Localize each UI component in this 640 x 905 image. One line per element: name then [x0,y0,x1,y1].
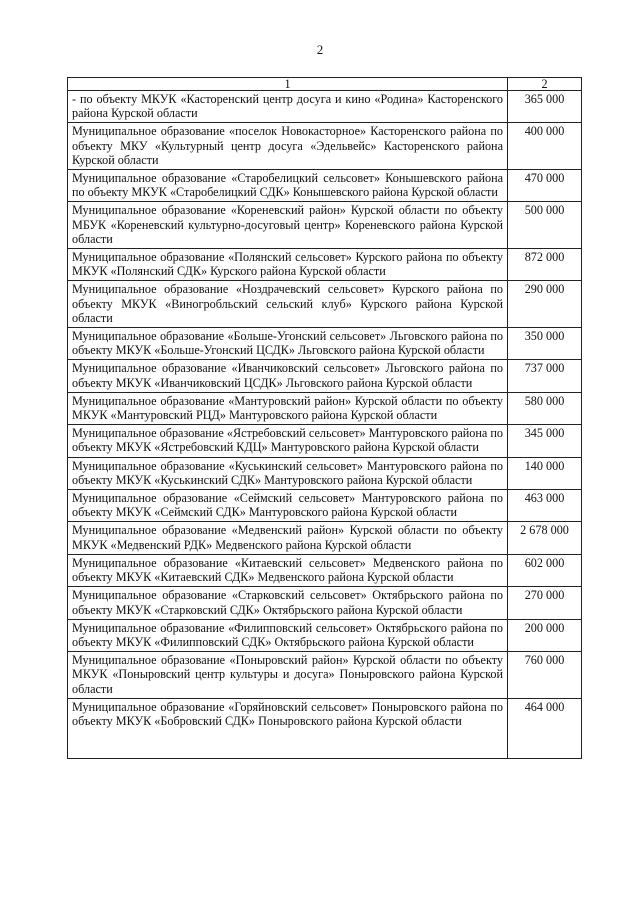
row-description: Муниципальное образование «Куськинский сельсовет» Мантуровского района по объекту МКУК «Куськинский СДК» Мантуровского района Курской области [68,457,508,489]
table-row [68,392,582,424]
table-row [68,554,582,586]
table-row [68,490,582,522]
row-amount: 350 000 [508,328,582,360]
table-row [68,698,582,758]
row-description: Муниципальное образование «Больше-Угонский сельсовет» Льговского района по объекту МКУК «Больше-Угонский ЦСДК» Льговского района Курской области [68,328,508,360]
row-description: Муниципальное образование «Китаевский сельсовет» Медвенского района по объекту МКУК «Китаевский СДК» Медвенского района Курской области [68,554,508,586]
row-description: Муниципальное образование «Медвенский район» Курской области по объекту МКУК «Медвенский РДК» Медвенского района Курской области [68,522,508,554]
row-amount: 365 000 [508,91,582,123]
row-amount: 400 000 [508,123,582,170]
row-amount: 200 000 [508,619,582,651]
row-description: Муниципальное образование «Кореневский район» Курской области по объекту МБУК «Кореневский культурно-досуговый центр» Кореневского района Курской области [68,202,508,249]
row-amount: 470 000 [508,170,582,202]
row-amount: 760 000 [508,652,582,699]
row-amount: 463 000 [508,490,582,522]
row-amount: 737 000 [508,360,582,392]
table-body [68,91,582,759]
table-header-row [68,78,582,91]
row-amount: 500 000 [508,202,582,249]
row-amount: 464 000 [508,698,582,758]
row-description: Муниципальное образование «Филипповский сельсовет» Октябрьского района по объекту МКУК «Филипповский СДК» Октябрьского района Курской области [68,619,508,651]
table-row [68,619,582,651]
row-description: - по объекту МКУК «Касторенский центр досуга и кино «Родина» Касторенского района Курской области [68,91,508,123]
row-amount: 345 000 [508,425,582,457]
row-description: Муниципальное образование «Иванчиковский сельсовет» Льговского района по объекту МКУК «Иванчиковский ЦСДК» Льговского района Курской области [68,360,508,392]
table-row [68,249,582,281]
table-row [68,202,582,249]
row-description: Муниципальное образование «Сеймский сельсовет» Мантуровского района по объекту МКУК «Сеймский СДК» Мантуровского района Курской области [68,490,508,522]
row-amount: 580 000 [508,392,582,424]
column-header-amount: 2 [508,78,582,91]
row-amount: 2 678 000 [508,522,582,554]
page-number: 2 [316,42,324,57]
row-description: Муниципальное образование «Полянский сельсовет» Курского района по объекту МКУК «Полянский СДК» Курского района Курской области [68,249,508,281]
table-row [68,425,582,457]
row-description: Муниципальное образование «Горяйновский сельсовет» Поныровского района по объекту МКУК «Бобровский СДК» Поныровского района Курской области [68,698,508,758]
row-description: Муниципальное образование «Поныровский район» Курской области по объекту МКУК «Поныровский центр культуры и досуга» Поныровского района Курской области [68,652,508,699]
row-amount: 270 000 [508,587,582,619]
row-description: Муниципальное образование «Старобелицкий сельсовет» Конышевского района по объекту МКУК «Старобелицкий СДК» Конышевского района Курской области [68,170,508,202]
table-row [68,652,582,699]
table-row [68,587,582,619]
table-row [68,123,582,170]
table-row [68,170,582,202]
column-header-description: 1 [68,78,508,91]
table-row [68,91,582,123]
row-amount: 872 000 [508,249,582,281]
table-row [68,457,582,489]
row-description: Муниципальное образование «Ястребовский сельсовет» Мантуровского района по объекту МКУК «Ястребовский КДЦ» Мантуровского района Курской области [68,425,508,457]
row-description: Муниципальное образование «Мантуровский район» Курской области по объекту МКУК «Мантуровский РЦД» Мантуровского района Курской области [68,392,508,424]
row-description: Муниципальное образование «поселок Новокасторное» Касторенского района по объекту МКУ «Культурный центр досуга «Эдельвейс» Касторенского района Курской области [68,123,508,170]
funding-table [67,77,582,759]
table-row [68,522,582,554]
row-description: Муниципальное образование «Ноздрачевский сельсовет» Курского района по объекту МКУК «Виногробльский сельский клуб» Курского района Курской области [68,281,508,328]
row-amount: 290 000 [508,281,582,328]
row-amount: 140 000 [508,457,582,489]
row-amount: 602 000 [508,554,582,586]
table-row [68,281,582,328]
row-description: Муниципальное образование «Старковский сельсовет» Октябрьского района по объекту МКУК «Старковский СДК» Октябрьского района Курской области [68,587,508,619]
table-row [68,328,582,360]
table-row [68,360,582,392]
